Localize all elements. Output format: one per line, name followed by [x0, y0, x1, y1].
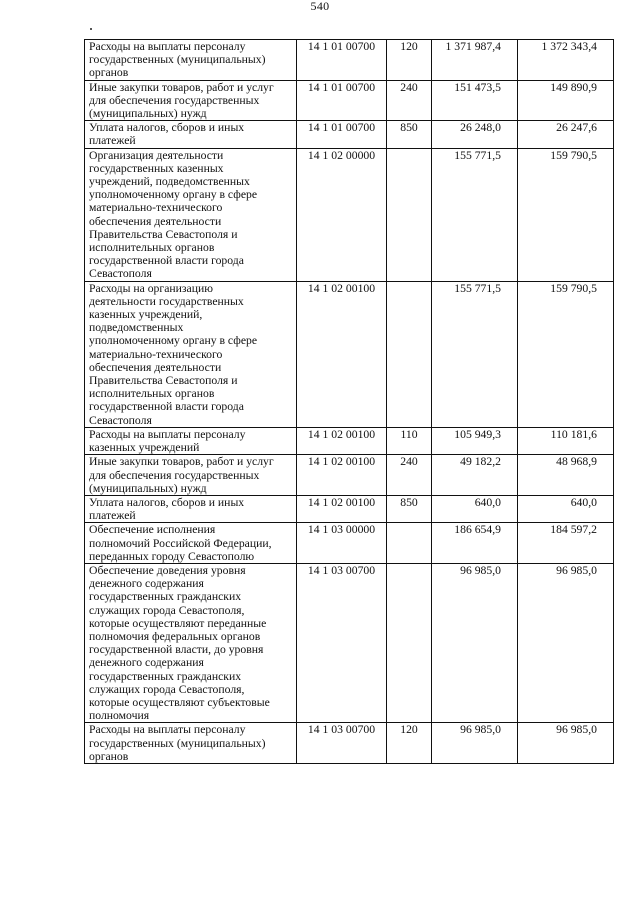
- expense-name-line: материально-технического: [89, 201, 223, 215]
- amount-year2-cell: 1 372 343,4: [518, 40, 614, 81]
- expense-name-line: органов: [89, 66, 129, 80]
- expense-name-line: государственных гражданских: [89, 590, 242, 604]
- expense-type-cell: [387, 523, 432, 564]
- expense-name-line: государственной власти города: [89, 400, 244, 414]
- amount-year1-cell: 1 371 987,4: [432, 40, 518, 81]
- amount-year1-cell: 105 949,3: [432, 427, 518, 454]
- expense-name-line: служащих города Севастополя,: [89, 603, 245, 617]
- expense-name-cell: [85, 80, 297, 121]
- table-row: [85, 148, 614, 281]
- amount-year2-cell: 96 985,0: [518, 723, 614, 764]
- amount-year2-cell: 640,0: [518, 495, 614, 522]
- amount-year2-cell: 26 247,6: [518, 121, 614, 148]
- expense-name-line: Обеспечение доведения уровня: [89, 563, 246, 577]
- amount-year2-cell: 159 790,5: [518, 281, 614, 427]
- expense-name-line: полномочий Российской Федерации,: [89, 536, 272, 550]
- expense-name-cell: [85, 281, 297, 427]
- amount-year2-cell: 110 181,6: [518, 427, 614, 454]
- expense-name-line: Уплата налогов, сборов и иных: [89, 121, 245, 135]
- target-article-code-cell: 14 1 01 00700: [297, 121, 387, 148]
- expense-name-line: платежей: [89, 509, 136, 523]
- expense-type-cell: [387, 563, 432, 722]
- expense-name-line: подведомственных: [89, 321, 184, 335]
- amount-year1-cell: 151 473,5: [432, 80, 518, 121]
- expense-name-line: (муниципальных) нужд: [89, 107, 207, 121]
- expense-name-line: исполнительных органов: [89, 241, 215, 255]
- expense-name-line: переданных городу Севастополю: [89, 549, 255, 563]
- expense-name-line: которые осуществляют субъектовые: [89, 695, 270, 709]
- expense-name-line: Расходы на организацию: [89, 281, 213, 295]
- expense-name-line: уполномоченному органу в сфере: [89, 334, 258, 348]
- target-article-code-cell: 14 1 02 00100: [297, 495, 387, 522]
- expense-type-cell: 240: [387, 80, 432, 121]
- target-article-code-cell: 14 1 01 00700: [297, 80, 387, 121]
- expense-name-line: Правительства Севастополя и: [89, 227, 238, 241]
- expense-name-line: для обеспечения государственных: [89, 468, 260, 482]
- target-article-code-cell: 14 1 02 00100: [297, 427, 387, 454]
- expense-name-cell: [85, 148, 297, 281]
- amount-year1-cell: 186 654,9: [432, 523, 518, 564]
- expense-name-line: для обеспечения государственных: [89, 93, 260, 107]
- target-article-code-cell: 14 1 02 00000: [297, 148, 387, 281]
- expense-type-cell: [387, 281, 432, 427]
- expense-name-line: денежного содержания: [89, 656, 204, 670]
- amount-year2-cell: 96 985,0: [518, 563, 614, 722]
- table-row: [85, 523, 614, 564]
- expense-name-line: обеспечения деятельности: [89, 214, 222, 228]
- expense-name-line: Расходы на выплаты персоналу: [89, 723, 246, 737]
- expense-name-cell: [85, 723, 297, 764]
- expense-name-line: Иные закупки товаров, работ и услуг: [89, 80, 274, 94]
- expense-name-line: Организация деятельности: [89, 148, 224, 162]
- target-article-code-cell: 14 1 02 00100: [297, 281, 387, 427]
- page-number: 540: [310, 0, 330, 13]
- expense-name-line: государственных казенных: [89, 161, 224, 175]
- expense-name-cell: [85, 563, 297, 722]
- expense-name-line: обеспечения деятельности: [89, 360, 222, 374]
- expense-name-line: учреждений, подведомственных: [89, 175, 250, 189]
- expense-type-cell: 120: [387, 40, 432, 81]
- expense-name-cell: [85, 427, 297, 454]
- expense-name-line: которые осуществляют переданные: [89, 616, 267, 630]
- expense-name-line: государственных гражданских: [89, 669, 242, 683]
- expense-type-cell: 110: [387, 427, 432, 454]
- table-row: [85, 80, 614, 121]
- expense-type-cell: [387, 148, 432, 281]
- expense-name-line: государственных (муниципальных): [89, 736, 266, 750]
- expense-name-line: государственных (муниципальных): [89, 53, 266, 67]
- expense-name-line: служащих города Севастополя,: [89, 682, 245, 696]
- expense-name-line: государственной власти города: [89, 254, 244, 268]
- target-article-code-cell: 14 1 03 00700: [297, 723, 387, 764]
- expense-name-cell: [85, 455, 297, 496]
- expense-name-line: Севастополя: [89, 413, 152, 427]
- expense-name-line: Правительства Севастополя и: [89, 374, 238, 388]
- expense-name-line: полномочия: [89, 709, 150, 723]
- target-article-code-cell: 14 1 03 00700: [297, 563, 387, 722]
- expense-name-line: государственной власти, до уровня: [89, 643, 264, 657]
- expense-name-line: казенных учреждений,: [89, 308, 203, 322]
- amount-year1-cell: 49 182,2: [432, 455, 518, 496]
- amount-year1-cell: 155 771,5: [432, 148, 518, 281]
- table-row: [85, 723, 614, 764]
- table-row: [85, 121, 614, 148]
- expense-name-line: (муниципальных) нужд: [89, 481, 207, 495]
- table-row: [85, 281, 614, 427]
- expense-type-cell: 120: [387, 723, 432, 764]
- amount-year1-cell: 96 985,0: [432, 723, 518, 764]
- expense-name-cell: [85, 40, 297, 81]
- expense-name-line: органов: [89, 749, 129, 763]
- expense-name-cell: [85, 523, 297, 564]
- expense-name-line: Уплата налогов, сборов и иных: [89, 495, 245, 509]
- expense-type-cell: 240: [387, 455, 432, 496]
- expense-name-line: Расходы на выплаты персоналу: [89, 40, 246, 53]
- expense-name-line: Севастополя: [89, 267, 152, 281]
- expense-name-line: уполномоченному органу в сфере: [89, 188, 258, 202]
- amount-year1-cell: 96 985,0: [432, 563, 518, 722]
- table-row: [85, 40, 614, 81]
- table-body: [85, 40, 614, 764]
- target-article-code-cell: 14 1 03 00000: [297, 523, 387, 564]
- expense-name-line: материально-технического: [89, 347, 223, 361]
- table-row: [85, 427, 614, 454]
- expense-name-line: исполнительных органов: [89, 387, 215, 401]
- expense-type-cell: 850: [387, 121, 432, 148]
- table-row: [85, 563, 614, 722]
- table-row: [85, 495, 614, 522]
- target-article-code-cell: 14 1 01 00700: [297, 40, 387, 81]
- amount-year1-cell: 26 248,0: [432, 121, 518, 148]
- expense-name-line: платежей: [89, 134, 136, 148]
- expense-name-line: Иные закупки товаров, работ и услуг: [89, 455, 274, 469]
- amount-year2-cell: 184 597,2: [518, 523, 614, 564]
- expense-name-line: деятельности государственных: [89, 294, 244, 308]
- expense-name-line: полномочия федеральных органов: [89, 629, 261, 643]
- amount-year1-cell: 640,0: [432, 495, 518, 522]
- expense-name-line: Расходы на выплаты персоналу: [89, 427, 246, 441]
- amount-year2-cell: 159 790,5: [518, 148, 614, 281]
- scan-artifact: [90, 28, 92, 30]
- amount-year2-cell: 48 968,9: [518, 455, 614, 496]
- budget-table: [84, 39, 614, 764]
- table-row: [85, 455, 614, 496]
- amount-year1-cell: 155 771,5: [432, 281, 518, 427]
- expense-name-line: денежного содержания: [89, 577, 204, 591]
- expense-type-cell: 850: [387, 495, 432, 522]
- target-article-code-cell: 14 1 02 00100: [297, 455, 387, 496]
- expense-name-cell: [85, 121, 297, 148]
- amount-year2-cell: 149 890,9: [518, 80, 614, 121]
- expense-name-cell: [85, 495, 297, 522]
- expense-name-line: казенных учреждений: [89, 441, 200, 455]
- expense-name-line: Обеспечение исполнения: [89, 523, 216, 537]
